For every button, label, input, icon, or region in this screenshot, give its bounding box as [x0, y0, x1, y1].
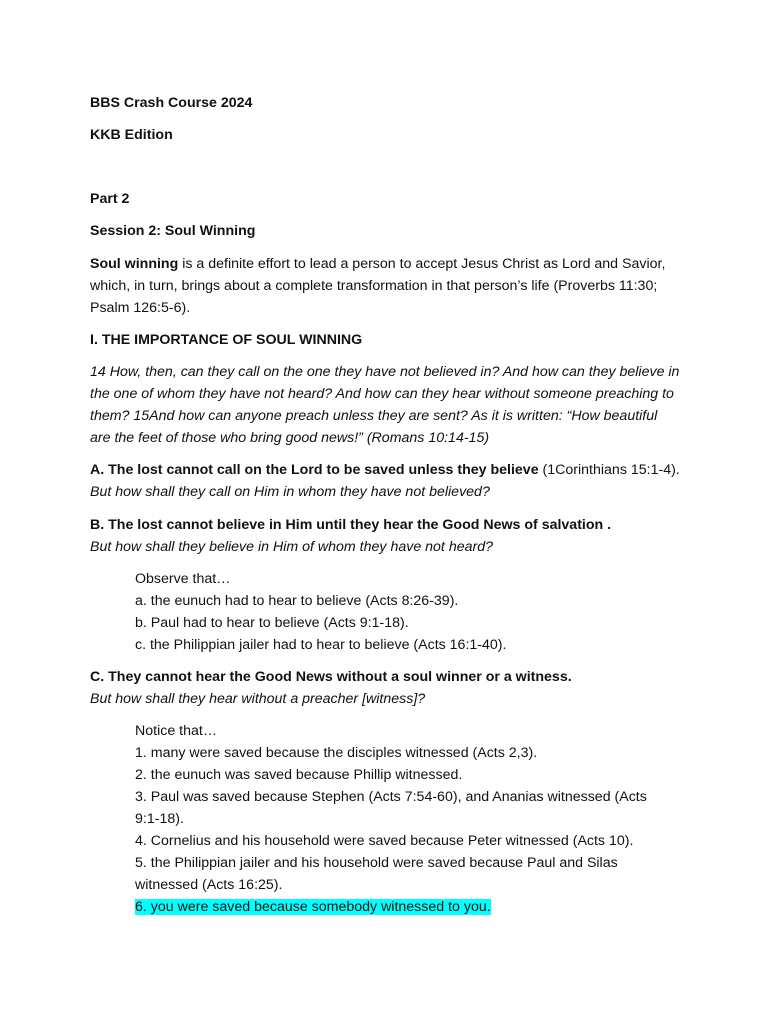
- point-a-verse: But how shall they call on Him in whom they have not believed?: [90, 484, 490, 500]
- point-b-heading: B. The lost cannot believe in Him until they hear the Good News of salvation .: [90, 517, 612, 533]
- section-heading: I. THE IMPORTANCE OF SOUL WINNING: [90, 332, 363, 348]
- highlighted-list-item: 6. you were saved because somebody witnessed to you.: [135, 899, 491, 915]
- list-item: a. the eunuch had to hear to believe (Acts 8:26-39).: [135, 593, 459, 609]
- point-c-verse: But how shall they hear without a preacher [witness]?: [90, 691, 426, 707]
- point-c-intro: Notice that…: [135, 723, 218, 739]
- intro-paragraph: [90, 253, 680, 319]
- list-item: 1. many were saved because the disciples witnessed (Acts 2,3).: [135, 745, 538, 761]
- list-item: b. Paul had to hear to believe (Acts 9:1-18).: [135, 615, 409, 631]
- part-title: Part 2: [90, 191, 130, 207]
- point-c-list: [135, 720, 665, 918]
- point-a: [90, 459, 680, 503]
- course-title: BBS Crash Course 2024: [90, 95, 253, 111]
- list-item: 2. the eunuch was saved because Phillip witnessed.: [135, 767, 463, 783]
- point-a-ref: (1Corinthians 15:1-4).: [538, 462, 680, 478]
- point-c-heading: C. They cannot hear the Good News without a soul winner or a witness.: [90, 669, 572, 685]
- session-title: Session 2: Soul Winning: [90, 223, 256, 239]
- romans-quote: 14 How, then, can they call on the one they have not believed in? And how can they believe in the one of whom they have not heard? And how can they hear without someone preaching to them? 15And how can anyone preach unless they are sent? As it is written: “How beautiful are the feet of those who bring good news!” (Romans 10:14-15): [90, 364, 680, 446]
- point-b-verse: But how shall they believe in Him of whom they have not heard?: [90, 539, 493, 555]
- list-item: 4. Cornelius and his household were saved because Peter witnessed (Acts 10).: [135, 833, 634, 849]
- list-item: c. the Philippian jailer had to hear to believe (Acts 16:1-40).: [135, 637, 507, 653]
- intro-term: Soul winning: [90, 256, 179, 272]
- intro-text: is a definite effort to lead a person to accept Jesus Christ as Lord and Savior, which, in turn, brings about a complete transformation in that person’s life (Proverbs 11:30; Psalm 126:5-6).: [90, 256, 666, 316]
- point-b-intro: Observe that…: [135, 571, 231, 587]
- list-item: 3. Paul was saved because Stephen (Acts 7:54-60), and Ananias witnessed (Acts 9:1-18).: [135, 789, 647, 827]
- list-item: 5. the Philippian jailer and his household were saved because Paul and Silas witnessed (Acts 16:25).: [135, 855, 618, 893]
- point-b-list: [135, 568, 680, 656]
- point-a-heading: A. The lost cannot call on the Lord to be saved unless they believe: [90, 462, 539, 478]
- edition-title: KKB Edition: [90, 127, 173, 143]
